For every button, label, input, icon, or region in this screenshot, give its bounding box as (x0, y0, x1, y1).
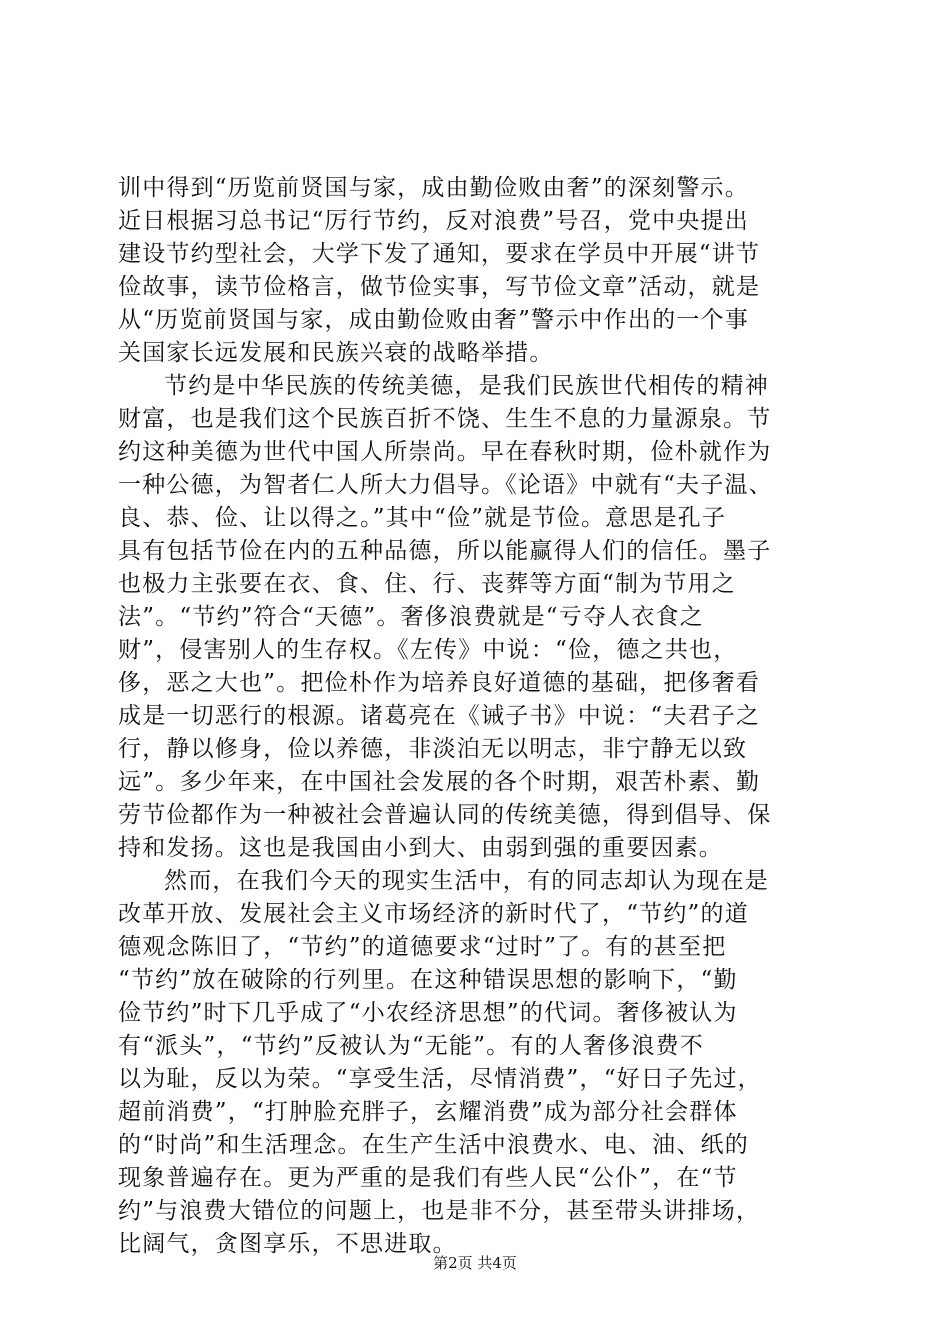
text-line: 训中得到“历览前贤国与家，成由勤俭败由奢”的深刻警示。 (118, 175, 749, 201)
text-line: 约”与浪费大错位的问题上，也是非不分，甚至带头讲排场， (118, 1198, 761, 1224)
text-line: 现象普遍存在。更为严重的是我们有些人民“公仆”，在“节 (118, 1165, 738, 1191)
text-line: 法”。“节约”符合“天德”。奢侈浪费就是“亏夺人衣食之 (118, 604, 704, 630)
text-line: 俭节约”时下几乎成了“小农经济思想”的代词。奢侈被认为 (118, 1000, 738, 1026)
text-line: 比阔气，贪图享乐，不思进取。 (118, 1231, 457, 1257)
paragraph-3 (118, 865, 838, 1261)
text-line-first: 然而，在我们今天的现实生活中，有的同志却认为现在是 (164, 868, 769, 894)
page-number-footer: 第2页 共4页 (433, 1254, 517, 1272)
text-line-first: 节约是中华民族的传统美德，是我们民族世代相传的精神 (164, 373, 769, 399)
document-body (118, 172, 838, 1261)
text-line: 以为耻，反以为荣。“享受生活，尽情消费”，“好日子先过， (118, 1066, 762, 1092)
text-line: 也极力主张要在衣、食、住、行、丧葬等方面“制为节用之 (118, 571, 736, 597)
text-line: 近日根据习总书记“厉行节约，反对浪费”号召，党中央提出 (118, 208, 749, 234)
text-line: 的“时尚”和生活理念。在生产生活中浪费水、电、油、纸的 (118, 1132, 749, 1158)
text-line: 改革开放、发展社会主义市场经济的新时代了，“节约”的道 (118, 901, 749, 927)
paragraph-2 (118, 370, 838, 865)
text-line: 德观念陈旧了，“节约”的道德要求“过时”了。有的甚至把 (118, 934, 727, 960)
text-line: 成是一切恶行的根源。诸葛亮在《诫子书》中说：“夫君子之 (118, 703, 761, 729)
text-line: 俭故事，读节俭格言，做节俭实事，写节俭文章”活动，就是 (118, 274, 761, 300)
text-line: 财”，侵害别人的生存权。《左传》中说：“俭，德之共也， (118, 637, 738, 663)
text-line: 一种公德，为智者仁人所大力倡导。《论语》中就有“夫子温、 (118, 472, 773, 498)
text-line: 有“派头”，“节约”反被认为“无能”。有的人奢侈浪费不 (118, 1033, 704, 1059)
text-line: 从“历览前贤国与家，成由勤俭败由奢”警示中作出的一个事 (118, 307, 749, 333)
text-line: 具有包括节俭在内的五种品德，所以能赢得人们的信任。墨子 (118, 538, 772, 564)
text-line: 良、恭、俭、让以得之。”其中“俭”就是节俭。意思是孔子 (118, 505, 727, 531)
text-line: 超前消费”，“打肿脸充胖子，玄耀消费”成为部分社会群体 (118, 1099, 738, 1125)
text-line: 建设节约型社会，大学下发了通知，要求在学员中开展“讲节 (118, 241, 761, 267)
text-line: 关国家长远发展和民族兴衰的战略举措。 (118, 340, 554, 366)
text-line: 远”。多少年来，在中国社会发展的各个时期，艰苦朴素、勤 (118, 769, 761, 795)
text-line: 财富，也是我们这个民族百折不饶、生生不息的力量源泉。节 (118, 406, 772, 432)
text-line: 持和发扬。这也是我国由小到大、由弱到强的重要因素。 (118, 835, 723, 861)
text-line: 劳节俭都作为一种被社会普遍认同的传统美德，得到倡导、保 (118, 802, 772, 828)
text-line: 行，静以修身，俭以养德，非淡泊无以明志，非宁静无以致 (118, 736, 748, 762)
paragraph-1 (118, 172, 838, 370)
text-line: 侈，恶之大也”。把俭朴作为培养良好道德的基础，把侈奢看 (118, 670, 761, 696)
text-line: “节约”放在破除的行列里。在这种错误思想的影响下，“勤 (118, 967, 738, 993)
text-line: 约这种美德为世代中国人所崇尚。早在春秋时期，俭朴就作为 (118, 439, 772, 465)
